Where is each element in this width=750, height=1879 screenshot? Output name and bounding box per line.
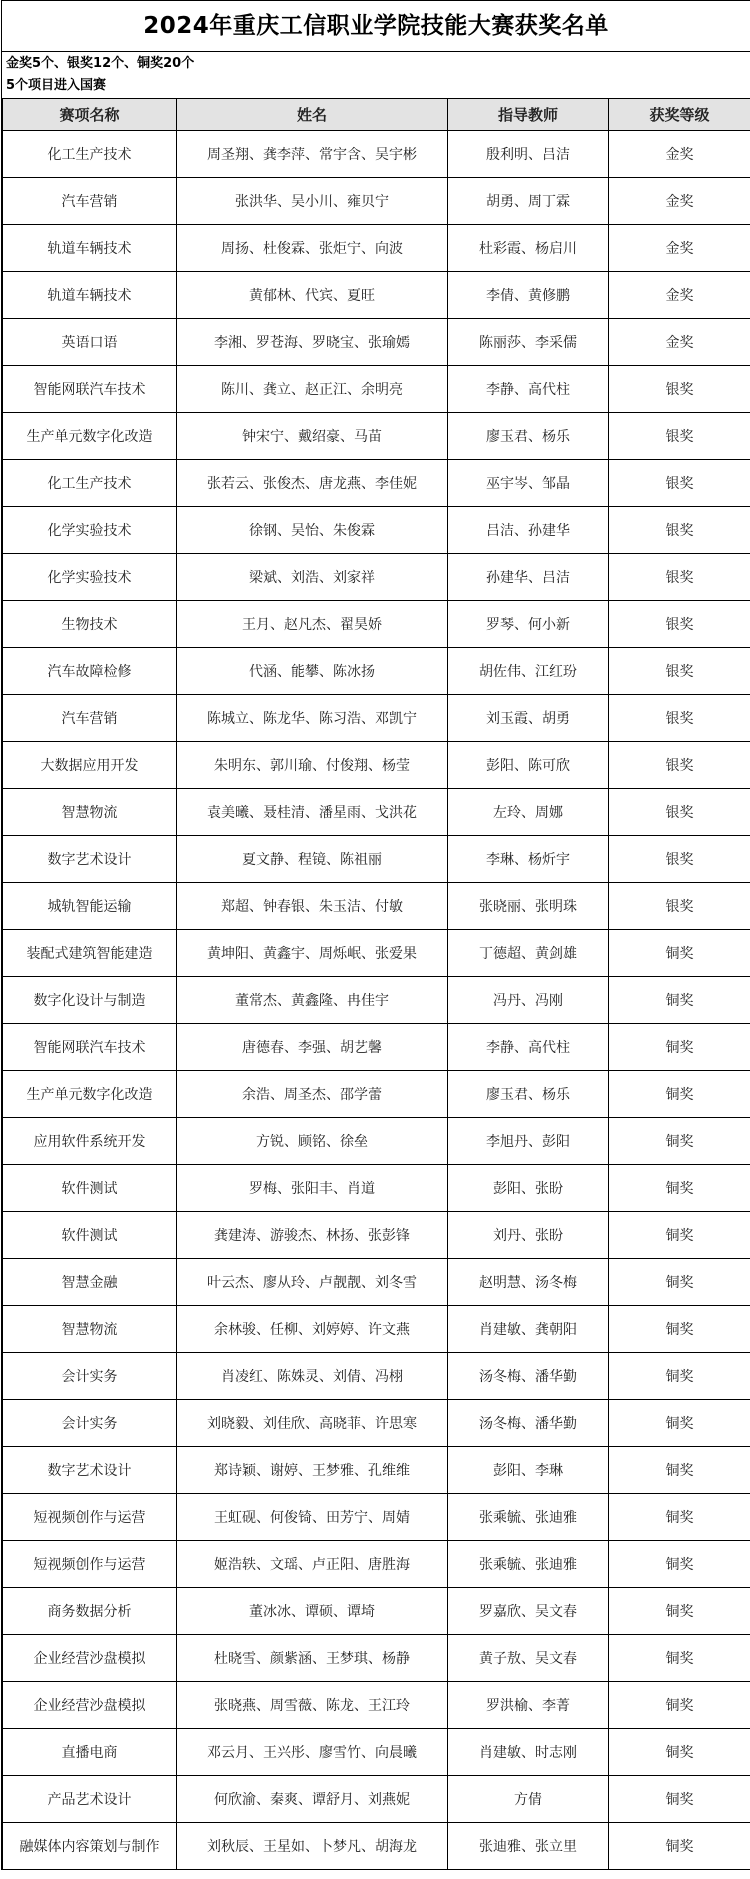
award-level-cell: 铜奖 — [609, 1212, 750, 1259]
student-names-cell: 黄坤阳、黄鑫宇、周烁岷、张爱果 — [177, 930, 448, 977]
event-name-cell: 应用软件系统开发 — [3, 1118, 177, 1165]
table-row — [3, 1635, 750, 1682]
table-row — [3, 1353, 750, 1400]
table-row — [3, 225, 750, 272]
table-row — [3, 366, 750, 413]
header-award-level: 获奖等级 — [609, 99, 750, 131]
award-level-cell: 银奖 — [609, 601, 750, 648]
table-row — [3, 1071, 750, 1118]
award-level-cell: 银奖 — [609, 695, 750, 742]
table-row — [3, 413, 750, 460]
instructor-cell: 刘玉霞、胡勇 — [448, 695, 609, 742]
instructor-cell: 汤冬梅、潘华勤 — [448, 1353, 609, 1400]
award-level-cell: 银奖 — [609, 883, 750, 930]
event-name-cell: 英语口语 — [3, 319, 177, 366]
table-row — [3, 1165, 750, 1212]
award-level-cell: 铜奖 — [609, 1259, 750, 1306]
event-name-cell: 汽车营销 — [3, 695, 177, 742]
award-table — [2, 98, 750, 1870]
instructor-cell: 巫宇岑、邹晶 — [448, 460, 609, 507]
award-level-cell: 铜奖 — [609, 1400, 750, 1447]
table-row — [3, 1541, 750, 1588]
event-name-cell: 会计实务 — [3, 1400, 177, 1447]
instructor-cell: 胡佐伟、江红玢 — [448, 648, 609, 695]
event-name-cell: 直播电商 — [3, 1729, 177, 1776]
instructor-cell: 方倩 — [448, 1776, 609, 1823]
instructor-cell: 李旭丹、彭阳 — [448, 1118, 609, 1165]
event-name-cell: 会计实务 — [3, 1353, 177, 1400]
instructor-cell: 罗琴、何小新 — [448, 601, 609, 648]
student-names-cell: 夏文静、程镜、陈祖丽 — [177, 836, 448, 883]
table-header-row — [3, 99, 750, 131]
instructor-cell: 李琳、杨炘宇 — [448, 836, 609, 883]
student-names-cell: 方锐、顾铭、徐垒 — [177, 1118, 448, 1165]
award-level-cell: 银奖 — [609, 789, 750, 836]
national-entry-summary: 5个项目进入国赛 — [6, 78, 107, 93]
student-names-cell: 代涵、能攀、陈冰扬 — [177, 648, 448, 695]
student-names-cell: 郑超、钟春银、朱玉洁、付敏 — [177, 883, 448, 930]
award-level-cell: 银奖 — [609, 460, 750, 507]
event-name-cell: 轨道车辆技术 — [3, 225, 177, 272]
award-level-cell: 铜奖 — [609, 977, 750, 1024]
instructor-cell: 罗嘉欣、吴文春 — [448, 1588, 609, 1635]
header-instructor: 指导教师 — [448, 99, 609, 131]
award-level-cell: 银奖 — [609, 836, 750, 883]
table-row — [3, 648, 750, 695]
table-row — [3, 131, 750, 178]
award-level-cell: 银奖 — [609, 413, 750, 460]
instructor-cell: 李倩、黄修鹏 — [448, 272, 609, 319]
award-level-cell: 铜奖 — [609, 1024, 750, 1071]
award-level-cell: 铜奖 — [609, 1729, 750, 1776]
event-name-cell: 智慧物流 — [3, 1306, 177, 1353]
award-level-cell: 铜奖 — [609, 1635, 750, 1682]
instructor-cell: 刘丹、张盼 — [448, 1212, 609, 1259]
award-table-body — [3, 131, 750, 1870]
table-row — [3, 1400, 750, 1447]
student-names-cell: 朱明东、郭川瑜、付俊翔、杨莹 — [177, 742, 448, 789]
award-level-cell: 铜奖 — [609, 1071, 750, 1118]
event-name-cell: 数字艺术设计 — [3, 1447, 177, 1494]
page-title: 2024年重庆工信职业学院技能大赛获奖名单 — [2, 1, 750, 52]
student-names-cell: 姬浩轶、文瑶、卢正阳、唐胜海 — [177, 1541, 448, 1588]
instructor-cell: 吕洁、孙建华 — [448, 507, 609, 554]
student-names-cell: 黄郁林、代宾、夏旺 — [177, 272, 448, 319]
table-row — [3, 554, 750, 601]
instructor-cell: 殷利明、吕洁 — [448, 131, 609, 178]
instructor-cell: 肖建敏、时志刚 — [448, 1729, 609, 1776]
award-level-cell: 铜奖 — [609, 1494, 750, 1541]
event-name-cell: 轨道车辆技术 — [3, 272, 177, 319]
table-row — [3, 507, 750, 554]
event-name-cell: 企业经营沙盘模拟 — [3, 1682, 177, 1729]
instructor-cell: 李静、高代柱 — [448, 366, 609, 413]
instructor-cell: 彭阳、张盼 — [448, 1165, 609, 1212]
event-name-cell: 生物技术 — [3, 601, 177, 648]
table-row — [3, 1306, 750, 1353]
instructor-cell: 丁德超、黄剑雄 — [448, 930, 609, 977]
award-level-cell: 铜奖 — [609, 930, 750, 977]
event-name-cell: 汽车营销 — [3, 178, 177, 225]
instructor-cell: 汤冬梅、潘华勤 — [448, 1400, 609, 1447]
event-name-cell: 智能网联汽车技术 — [3, 366, 177, 413]
award-level-cell: 铜奖 — [609, 1306, 750, 1353]
event-name-cell: 企业经营沙盘模拟 — [3, 1635, 177, 1682]
student-names-cell: 龚建涛、游骏杰、林扬、张彭锋 — [177, 1212, 448, 1259]
event-name-cell: 软件测试 — [3, 1165, 177, 1212]
event-name-cell: 产品艺术设计 — [3, 1776, 177, 1823]
table-row — [3, 883, 750, 930]
event-name-cell: 智慧金融 — [3, 1259, 177, 1306]
table-row — [3, 460, 750, 507]
table-row — [3, 1118, 750, 1165]
table-row — [3, 601, 750, 648]
student-names-cell: 刘秋辰、王星如、卜梦凡、胡海龙 — [177, 1823, 448, 1870]
event-name-cell: 短视频创作与运营 — [3, 1494, 177, 1541]
event-name-cell: 化工生产技术 — [3, 131, 177, 178]
table-row — [3, 1682, 750, 1729]
table-row — [3, 1259, 750, 1306]
event-name-cell: 城轨智能运输 — [3, 883, 177, 930]
student-names-cell: 袁美曦、聂桂清、潘星雨、戈洪花 — [177, 789, 448, 836]
table-row — [3, 1494, 750, 1541]
student-names-cell: 陈城立、陈龙华、陈习浩、邓凯宁 — [177, 695, 448, 742]
award-level-cell: 金奖 — [609, 225, 750, 272]
award-level-cell: 银奖 — [609, 554, 750, 601]
student-names-cell: 钟宋宁、戴绍豪、马苗 — [177, 413, 448, 460]
instructor-cell: 张迪雅、张立里 — [448, 1823, 609, 1870]
instructor-cell: 李静、高代柱 — [448, 1024, 609, 1071]
award-level-cell: 铜奖 — [609, 1447, 750, 1494]
award-level-cell: 金奖 — [609, 319, 750, 366]
table-row — [3, 178, 750, 225]
award-level-cell: 金奖 — [609, 272, 750, 319]
award-list-sheet — [1, 0, 750, 1870]
table-row — [3, 319, 750, 366]
award-level-cell: 银奖 — [609, 507, 750, 554]
event-name-cell: 装配式建筑智能建造 — [3, 930, 177, 977]
instructor-cell: 张乘毓、张迪雅 — [448, 1541, 609, 1588]
student-names-cell: 王月、赵凡杰、翟昊娇 — [177, 601, 448, 648]
student-names-cell: 叶云杰、廖从玲、卢靓靓、刘冬雪 — [177, 1259, 448, 1306]
event-name-cell: 化学实验技术 — [3, 554, 177, 601]
award-level-cell: 铜奖 — [609, 1588, 750, 1635]
event-name-cell: 生产单元数字化改造 — [3, 413, 177, 460]
event-name-cell: 短视频创作与运营 — [3, 1541, 177, 1588]
award-level-cell: 银奖 — [609, 742, 750, 789]
instructor-cell: 孙建华、吕洁 — [448, 554, 609, 601]
instructor-cell: 冯丹、冯刚 — [448, 977, 609, 1024]
instructor-cell: 罗洪榆、李菁 — [448, 1682, 609, 1729]
instructor-cell: 彭阳、陈可欣 — [448, 742, 609, 789]
student-names-cell: 李湘、罗苍海、罗晓宝、张瑜嫣 — [177, 319, 448, 366]
student-names-cell: 余浩、周圣杰、邵学蕾 — [177, 1071, 448, 1118]
award-level-cell: 铜奖 — [609, 1776, 750, 1823]
event-name-cell: 汽车故障检修 — [3, 648, 177, 695]
student-names-cell: 张晓燕、周雪薇、陈龙、王江玲 — [177, 1682, 448, 1729]
event-name-cell: 软件测试 — [3, 1212, 177, 1259]
header-event: 赛项名称 — [3, 99, 177, 131]
student-names-cell: 刘晓毅、刘佳欣、高晓菲、许思寒 — [177, 1400, 448, 1447]
award-level-cell: 铜奖 — [609, 1682, 750, 1729]
student-names-cell: 徐钢、吴怡、朱俊霖 — [177, 507, 448, 554]
instructor-cell: 胡勇、周丁霖 — [448, 178, 609, 225]
event-name-cell: 智慧物流 — [3, 789, 177, 836]
instructor-cell: 张晓丽、张明珠 — [448, 883, 609, 930]
student-names-cell: 肖凌红、陈姝灵、刘倩、冯栩 — [177, 1353, 448, 1400]
student-names-cell: 邓云月、王兴彤、廖雪竹、向晨曦 — [177, 1729, 448, 1776]
event-name-cell: 生产单元数字化改造 — [3, 1071, 177, 1118]
student-names-cell: 陈川、龚立、赵正江、余明亮 — [177, 366, 448, 413]
instructor-cell: 廖玉君、杨乐 — [448, 1071, 609, 1118]
student-names-cell: 何欣渝、秦爽、谭舒月、刘燕妮 — [177, 1776, 448, 1823]
student-names-cell: 唐德春、李强、胡艺馨 — [177, 1024, 448, 1071]
student-names-cell: 余林骏、任柳、刘婷婷、许文燕 — [177, 1306, 448, 1353]
event-name-cell: 智能网联汽车技术 — [3, 1024, 177, 1071]
student-names-cell: 梁斌、刘浩、刘家祥 — [177, 554, 448, 601]
table-row — [3, 1776, 750, 1823]
award-level-cell: 铜奖 — [609, 1165, 750, 1212]
student-names-cell: 张洪华、吴小川、雍贝宁 — [177, 178, 448, 225]
award-level-cell: 铜奖 — [609, 1823, 750, 1870]
award-count-summary: 金奖5个、银奖12个、铜奖20个 — [6, 56, 195, 71]
event-name-cell: 商务数据分析 — [3, 1588, 177, 1635]
table-row — [3, 742, 750, 789]
instructor-cell: 张乘毓、张迪雅 — [448, 1494, 609, 1541]
table-row — [3, 836, 750, 883]
event-name-cell: 化学实验技术 — [3, 507, 177, 554]
student-names-cell: 张若云、张俊杰、唐龙燕、李佳妮 — [177, 460, 448, 507]
event-name-cell: 数字艺术设计 — [3, 836, 177, 883]
award-level-cell: 银奖 — [609, 648, 750, 695]
instructor-cell: 黄子敖、吴文春 — [448, 1635, 609, 1682]
student-names-cell: 周圣翔、龚李萍、常宇含、吴宇彬 — [177, 131, 448, 178]
student-names-cell: 郑诗颖、谢婷、王梦雅、孔维维 — [177, 1447, 448, 1494]
award-level-cell: 铜奖 — [609, 1541, 750, 1588]
student-names-cell: 罗梅、张阳丰、肖道 — [177, 1165, 448, 1212]
instructor-cell: 肖建敏、龚朝阳 — [448, 1306, 609, 1353]
table-row — [3, 272, 750, 319]
award-level-cell: 金奖 — [609, 131, 750, 178]
student-names-cell: 杜晓雪、颜紫涵、王梦琪、杨静 — [177, 1635, 448, 1682]
table-row — [3, 695, 750, 742]
table-row — [3, 1588, 750, 1635]
table-row — [3, 1447, 750, 1494]
instructor-cell: 杜彩霞、杨启川 — [448, 225, 609, 272]
table-row — [3, 789, 750, 836]
student-names-cell: 王虹砚、何俊锜、田芳宁、周婧 — [177, 1494, 448, 1541]
table-row — [3, 930, 750, 977]
student-names-cell: 周扬、杜俊霖、张炬宁、向波 — [177, 225, 448, 272]
student-names-cell: 董常杰、黄鑫隆、冉佳宇 — [177, 977, 448, 1024]
instructor-cell: 廖玉君、杨乐 — [448, 413, 609, 460]
event-name-cell: 融媒体内容策划与制作 — [3, 1823, 177, 1870]
event-name-cell: 大数据应用开发 — [3, 742, 177, 789]
award-level-cell: 铜奖 — [609, 1118, 750, 1165]
award-level-cell: 铜奖 — [609, 1353, 750, 1400]
instructor-cell: 赵明慧、汤冬梅 — [448, 1259, 609, 1306]
table-row — [3, 977, 750, 1024]
table-row — [3, 1024, 750, 1071]
student-names-cell: 董冰冰、谭硕、谭埼 — [177, 1588, 448, 1635]
instructor-cell: 左玲、周娜 — [448, 789, 609, 836]
table-row — [3, 1823, 750, 1870]
instructor-cell: 彭阳、李琳 — [448, 1447, 609, 1494]
award-level-cell: 银奖 — [609, 366, 750, 413]
instructor-cell: 陈丽莎、李采儒 — [448, 319, 609, 366]
event-name-cell: 数字化设计与制造 — [3, 977, 177, 1024]
table-row — [3, 1729, 750, 1776]
table-row — [3, 1212, 750, 1259]
event-name-cell: 化工生产技术 — [3, 460, 177, 507]
award-level-cell: 金奖 — [609, 178, 750, 225]
header-names: 姓名 — [177, 99, 448, 131]
